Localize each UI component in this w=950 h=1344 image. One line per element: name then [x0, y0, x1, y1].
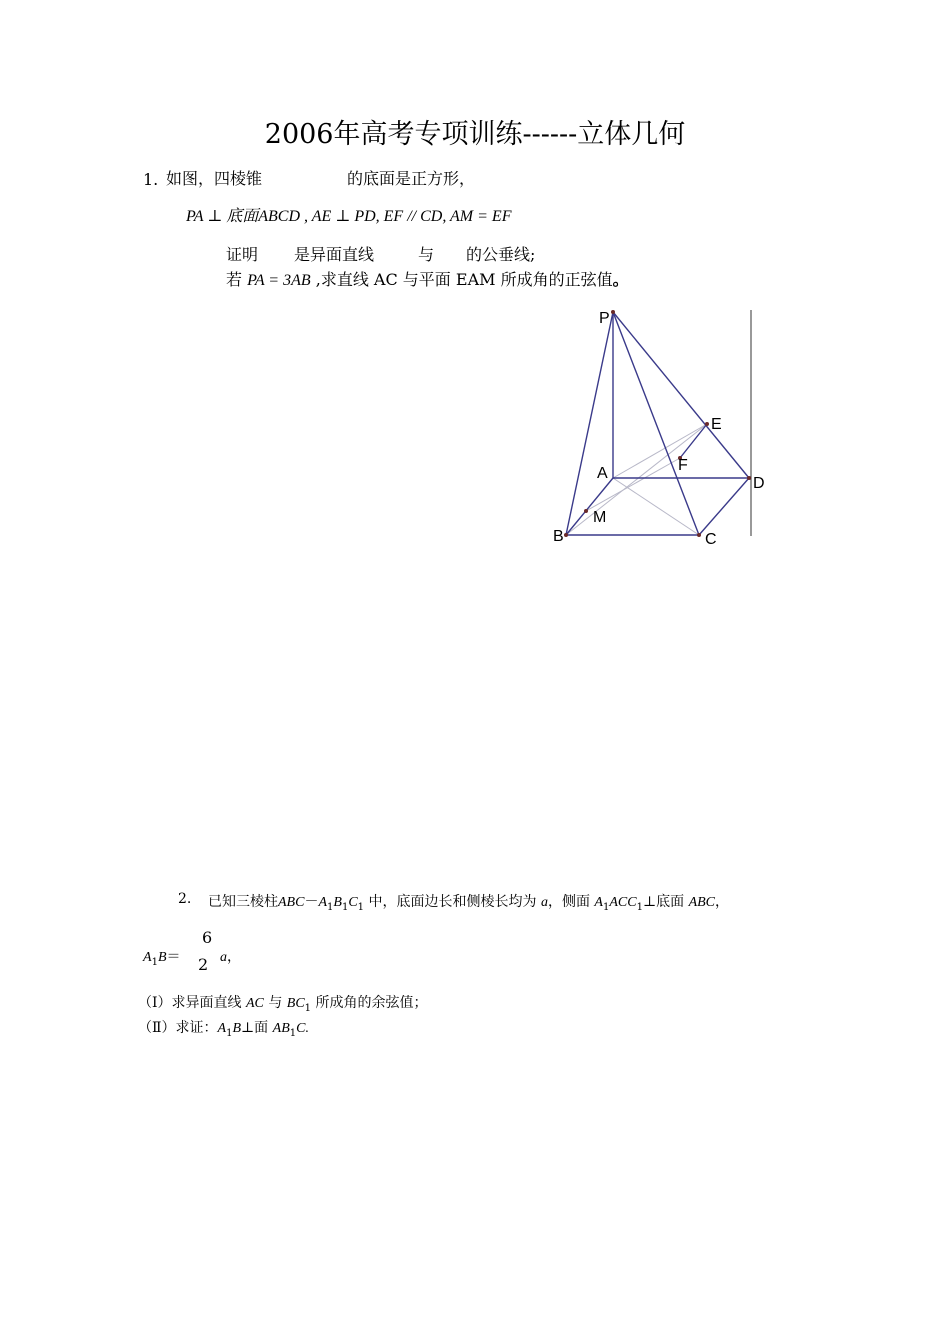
edge-P-C	[613, 312, 699, 535]
p2-text-5: ，	[715, 894, 730, 910]
point-C	[697, 533, 701, 537]
pyramid-figure	[540, 300, 780, 560]
line-A-C	[613, 478, 699, 535]
p2-math-B: B	[333, 895, 342, 910]
fraction-denominator: 2	[198, 955, 209, 974]
label-F: F	[678, 457, 688, 474]
p2-text-3: ，侧面	[547, 894, 595, 910]
problem-1-conditions: PA ⊥ 底面ABCD , AE ⊥ PD, EF // CD, AM = EF	[186, 208, 512, 225]
q2-sub: 1	[226, 1028, 233, 1039]
p2-math-A: A	[594, 895, 603, 910]
edge-A-B	[566, 478, 613, 535]
problem-1-part1-d: 的公垂线;	[466, 245, 536, 264]
edge-P-B	[566, 312, 613, 535]
line-B-E	[566, 424, 707, 535]
label-P: P	[599, 310, 610, 327]
p2-dash: －	[304, 894, 319, 910]
problem-2-question-2	[138, 1017, 309, 1039]
p2-sub: 1	[327, 902, 334, 913]
point-B	[564, 533, 568, 537]
problem-1-part1-b: 是异面直线	[294, 245, 375, 264]
p2-equals: ＝	[166, 949, 181, 965]
q2-text-2: ⊥面	[241, 1020, 273, 1036]
p2-math-ACC: ACC	[609, 895, 637, 910]
problem-2-question-1	[138, 992, 428, 1014]
q2-math-AB: AB	[272, 1021, 290, 1036]
q1-text-3: 所成角的余弦值；	[311, 995, 428, 1011]
label-A: A	[597, 465, 608, 482]
part2-prefix: 若	[226, 270, 243, 289]
problem-2-line2-end	[220, 946, 241, 966]
p2-math-ABC: ABC	[278, 895, 305, 910]
part2-math: PA = 3AB	[247, 272, 311, 289]
q2-math-A: A	[217, 1021, 227, 1036]
label-M: M	[593, 509, 607, 526]
hidden-lines	[566, 424, 707, 535]
p2-math-a: a	[220, 950, 227, 965]
part2-end: 。	[612, 270, 629, 289]
label-C: C	[705, 531, 717, 548]
problem-1-intro-a: 如图，四棱锥	[166, 169, 263, 188]
p2-comma: ，	[227, 949, 241, 965]
problem-2-line2	[143, 946, 181, 968]
p2-sub: 1	[341, 902, 349, 913]
p2-math-a: a	[540, 895, 548, 910]
problem-2-line1	[208, 891, 729, 913]
fraction-numerator: 6	[202, 928, 213, 947]
label-D: D	[753, 475, 765, 492]
p2-math-B: B	[157, 950, 167, 965]
p2-sub: 1	[636, 902, 643, 913]
q2-text-1: （Ⅱ）求证：	[138, 1020, 218, 1036]
p2-text-4: ⊥底面	[642, 894, 689, 910]
p2-text-2: 中，底面边长和侧棱长均为	[364, 894, 541, 910]
point-E	[705, 422, 709, 426]
problem-1-number: 1.	[143, 170, 159, 189]
p2-sub: 1	[357, 902, 365, 913]
p2-math-A: A	[143, 950, 152, 965]
edge-C-D	[699, 478, 749, 535]
part2-text: ,求直线 AC 与平面 EAM 所成角的正弦值	[310, 270, 613, 289]
q2-sub: 1	[289, 1028, 297, 1039]
page-title: 2006年高考专项训练------立体几何	[264, 119, 686, 150]
point-M	[584, 509, 588, 513]
problem-1-part1-a: 证明	[226, 245, 259, 264]
point-P	[611, 310, 615, 314]
q1-text-2: 与	[263, 995, 287, 1011]
p2-text-1: 已知三棱柱	[208, 894, 278, 910]
edge-P-D	[613, 312, 749, 478]
p2-math-ABC: ABC	[688, 895, 716, 910]
q2-math-C: C.	[296, 1021, 309, 1036]
q1-math-BC: BC	[286, 996, 305, 1011]
point-D	[747, 476, 751, 480]
problem-1-intro-b: 的底面是正方形，	[347, 169, 476, 188]
label-E: E	[711, 416, 722, 433]
edge-E-F	[680, 424, 707, 458]
p2-sub: 1	[602, 902, 610, 913]
p2-sub: 1	[151, 957, 158, 968]
problem-1-part1-c: 与	[418, 245, 435, 264]
label-B: B	[553, 528, 564, 545]
q1-sub: 1	[304, 1003, 312, 1014]
problem-2-number: 2.	[178, 891, 192, 907]
q1-text-1: （Ⅰ）求异面直线	[138, 995, 246, 1011]
p2-math-A: A	[318, 895, 328, 910]
q2-math-B: B	[232, 1021, 242, 1036]
problem-1-part2	[226, 267, 629, 290]
p2-math-C: C	[348, 895, 358, 910]
q1-math-AC: AC	[245, 996, 264, 1011]
